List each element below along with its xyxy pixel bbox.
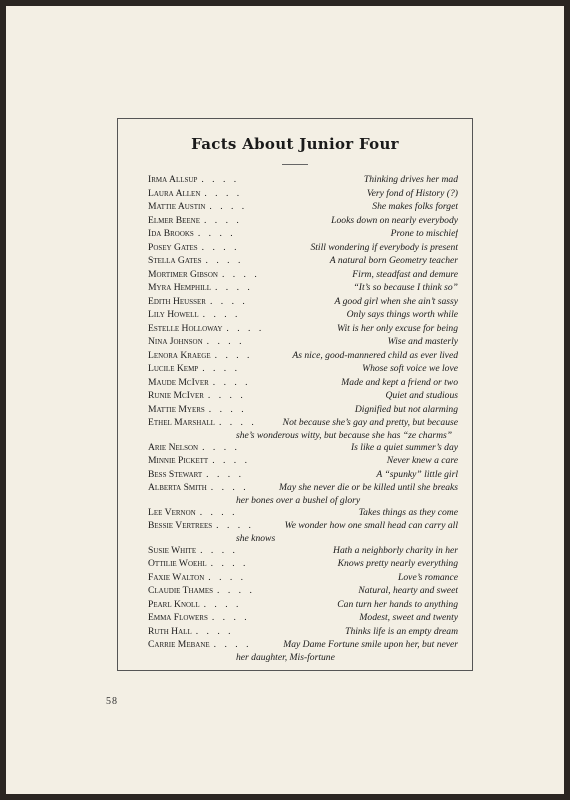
list-item bbox=[148, 611, 458, 625]
student-fact: A good girl when she ain’t sassy bbox=[334, 295, 458, 307]
student-name: Pearl Knoll bbox=[148, 598, 200, 610]
leader-dots: . . . . bbox=[210, 482, 249, 493]
student-name: Susie White bbox=[148, 544, 197, 556]
student-name: Mortimer Gibson bbox=[148, 268, 218, 280]
student-name: Emma Flowers bbox=[148, 612, 208, 623]
student-fact: Firm, steadfast and demure bbox=[352, 268, 458, 280]
leader-dots: . . . . bbox=[213, 639, 252, 650]
student-fact: Wise and masterly bbox=[387, 336, 458, 347]
student-name: Lee Vernon bbox=[148, 506, 196, 518]
title-divider bbox=[282, 164, 308, 165]
leader-dots: . . . . bbox=[218, 417, 257, 428]
list-item bbox=[148, 468, 458, 482]
student-fact: Made and kept a friend or two bbox=[341, 376, 458, 388]
list-item bbox=[148, 638, 458, 652]
student-name: Estelle Holloway bbox=[148, 322, 223, 334]
leader-dots: . . . . bbox=[197, 228, 236, 239]
student-name: Stella Gates bbox=[148, 255, 202, 266]
list-item bbox=[148, 506, 458, 520]
leader-dots: . . . . bbox=[206, 336, 245, 347]
student-fact: Is like a quiet summer’s day bbox=[350, 441, 458, 453]
leader-dots: . . . . bbox=[221, 268, 260, 280]
list-item bbox=[148, 200, 458, 214]
leader-dots: . . . . bbox=[210, 558, 249, 569]
student-fact: Very fond of History (?) bbox=[366, 187, 458, 199]
list-item bbox=[148, 187, 458, 201]
student-name: Bess Stewart bbox=[148, 468, 203, 480]
leader-dots: . . . . bbox=[214, 349, 253, 361]
list-item bbox=[148, 254, 458, 268]
list-item bbox=[148, 335, 458, 349]
leader-dots: . . . . bbox=[216, 520, 254, 531]
leader-dots: . . . . bbox=[200, 544, 238, 556]
list-item bbox=[148, 598, 458, 612]
student-fact: Not because she’s gay and pretty, but because bbox=[282, 417, 458, 428]
list-item bbox=[148, 544, 458, 558]
leader-dots: . . . . bbox=[204, 187, 243, 199]
student-fact: We wonder how one small head can carry all bbox=[284, 520, 458, 531]
student-fact: Prone to mischief bbox=[390, 228, 458, 239]
list-item bbox=[148, 295, 458, 309]
list-item bbox=[148, 308, 458, 322]
student-name: Mattie Myers bbox=[148, 403, 205, 415]
student-fact: Takes things as they come bbox=[358, 506, 458, 518]
list-item bbox=[148, 403, 458, 417]
student-fact: Can turn her hands to anything bbox=[337, 598, 458, 610]
content-frame bbox=[117, 118, 473, 671]
list-item bbox=[148, 454, 458, 468]
leader-dots: . . . . bbox=[211, 612, 250, 623]
list-item bbox=[148, 416, 458, 430]
student-fact: Thinking drives her mad bbox=[363, 174, 458, 185]
student-name: Lucile Kemp bbox=[148, 363, 199, 374]
list-item bbox=[148, 281, 458, 295]
page-title: Facts About Junior Four bbox=[191, 135, 399, 153]
leader-dots: . . . . bbox=[202, 441, 240, 453]
student-name: Edith Heusser bbox=[148, 295, 206, 307]
student-fact-continued: her bones over a bushel of glory bbox=[236, 494, 361, 506]
student-fact-continued: she’s wonderous witty, but because she has “ze charms” bbox=[236, 429, 453, 441]
leader-dots: . . . . bbox=[195, 625, 234, 637]
student-name: Ethel Marshall bbox=[148, 417, 215, 428]
list-item bbox=[148, 322, 458, 336]
student-fact: Looks down on nearly everybody bbox=[331, 214, 458, 226]
student-name: Maude McIver bbox=[148, 376, 209, 388]
leader-dots: . . . . bbox=[209, 201, 248, 212]
student-name: Claudie Thames bbox=[148, 585, 214, 596]
student-fact-continued: her daughter, Mis-fortune bbox=[236, 651, 335, 663]
list-item bbox=[148, 173, 458, 187]
leader-dots: . . . . bbox=[214, 282, 253, 293]
student-fact: Whose soft voice we love bbox=[362, 363, 458, 374]
list-item bbox=[148, 376, 458, 390]
leader-dots: . . . . bbox=[206, 468, 244, 480]
student-fact: Natural, hearty and sweet bbox=[358, 585, 458, 596]
list-item bbox=[148, 557, 458, 571]
student-fact: Still wondering if everybody is present bbox=[310, 241, 458, 253]
list-item bbox=[148, 227, 458, 241]
student-fact: Dignified but not alarming bbox=[354, 403, 458, 415]
student-name: Arie Nelson bbox=[148, 441, 199, 453]
student-fact: A natural born Geometry teacher bbox=[329, 255, 458, 266]
student-fact: May she never die or be killed until she breaks bbox=[279, 482, 458, 493]
student-name: Laura Allen bbox=[148, 187, 201, 199]
list-item bbox=[148, 584, 458, 598]
list-item bbox=[148, 625, 458, 639]
page-number: 58 bbox=[106, 696, 118, 707]
student-fact: A “spunky” little girl bbox=[376, 468, 458, 480]
list-item bbox=[148, 241, 458, 255]
list-item bbox=[148, 362, 458, 376]
facts-list bbox=[148, 173, 458, 663]
list-item bbox=[148, 214, 458, 228]
leader-dots: . . . . bbox=[212, 376, 251, 388]
student-fact: Knows pretty nearly everything bbox=[337, 558, 458, 569]
student-name: Elmer Beene bbox=[148, 214, 200, 226]
student-name: Lenora Kraege bbox=[148, 349, 211, 361]
leader-dots: . . . . bbox=[203, 598, 242, 610]
student-name: Irma Allsup bbox=[148, 174, 198, 185]
leader-dots: . . . . bbox=[212, 455, 250, 466]
leader-dots: . . . . bbox=[204, 214, 242, 226]
student-name: Nina Johnson bbox=[148, 336, 203, 347]
leader-dots: . . . . bbox=[207, 390, 246, 401]
list-item bbox=[148, 268, 458, 282]
leader-dots: . . . . bbox=[208, 571, 247, 583]
list-item bbox=[148, 441, 458, 455]
student-name: Carrie Mebane bbox=[148, 639, 210, 650]
leader-dots: . . . . bbox=[217, 585, 255, 596]
student-name: Runie McIver bbox=[148, 390, 204, 401]
student-fact: May Dame Fortune smile upon her, but never bbox=[283, 639, 458, 650]
leader-dots: . . . . bbox=[202, 309, 241, 320]
student-fact: Quiet and studious bbox=[385, 390, 458, 401]
list-item bbox=[148, 519, 458, 533]
student-name: Alberta Smith bbox=[148, 482, 207, 493]
list-item bbox=[148, 481, 458, 495]
student-fact: “It’s so because I think so” bbox=[353, 282, 458, 293]
student-name: Faxie Walton bbox=[148, 571, 205, 583]
student-name: Ida Brooks bbox=[148, 228, 194, 239]
student-fact: Only says things worth while bbox=[346, 309, 458, 320]
student-fact-continued: she knows bbox=[236, 532, 276, 544]
student-name: Ottilie Woehl bbox=[148, 558, 207, 569]
student-fact: She makes folks forget bbox=[372, 201, 458, 212]
leader-dots: . . . . bbox=[202, 363, 240, 374]
leader-dots: . . . . bbox=[209, 295, 248, 307]
student-fact: Thinks life is an empty dream bbox=[345, 625, 458, 637]
leader-dots: . . . . bbox=[205, 255, 244, 266]
student-name: Bessie Vertrees bbox=[148, 520, 213, 531]
student-fact: Love’s romance bbox=[398, 571, 458, 583]
student-fact: Never knew a care bbox=[386, 455, 458, 466]
student-fact: Wit is her only excuse for being bbox=[337, 322, 458, 334]
student-name: Ruth Hall bbox=[148, 625, 192, 637]
leader-dots: . . . . bbox=[208, 403, 247, 415]
student-fact: Hath a neighborly charity in her bbox=[333, 544, 458, 556]
leader-dots: . . . . bbox=[201, 241, 240, 253]
student-name: Posey Gates bbox=[148, 241, 198, 253]
list-item bbox=[148, 389, 458, 403]
student-fact: As nice, good-mannered child as ever lived bbox=[292, 349, 458, 361]
student-fact: Modest, sweet and twenty bbox=[359, 612, 458, 623]
leader-dots: . . . . bbox=[199, 506, 238, 518]
leader-dots: . . . . bbox=[201, 174, 240, 185]
list-item bbox=[148, 349, 458, 363]
student-name: Mattie Austin bbox=[148, 201, 206, 212]
leader-dots: . . . . bbox=[226, 322, 265, 334]
student-name: Myra Hemphill bbox=[148, 282, 211, 293]
list-item bbox=[148, 571, 458, 585]
yearbook-page bbox=[6, 6, 564, 794]
student-name: Lily Howell bbox=[148, 309, 199, 320]
student-name: Minnie Pickett bbox=[148, 455, 209, 466]
